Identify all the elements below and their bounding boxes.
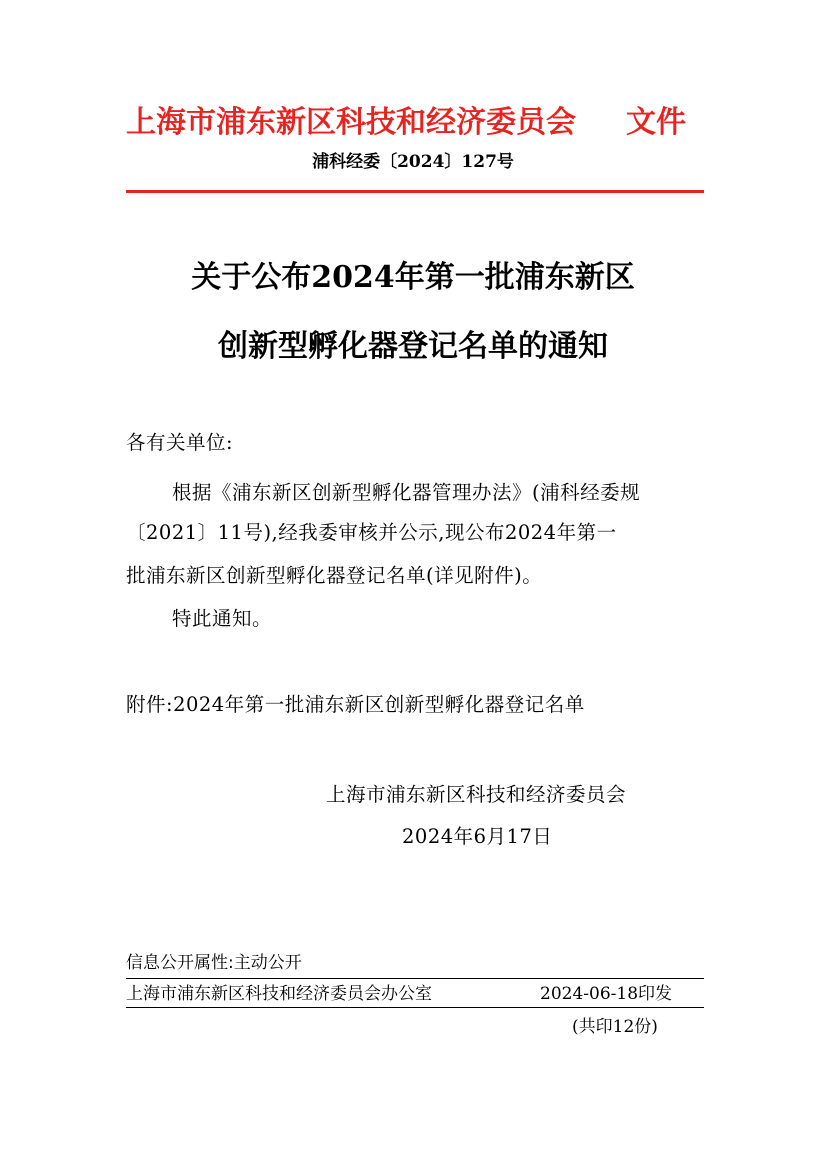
document-number: 浦科经委〔2024〕127号 <box>312 152 514 172</box>
footer-divider-bottom <box>126 1007 704 1008</box>
copies-printed: (共印12份) <box>572 1017 658 1037</box>
signing-date: 2024年6月17日 <box>402 825 553 848</box>
body-paragraph-line-3: 批浦东新区创新型孵化器登记名单(详见附件)。 <box>126 564 543 587</box>
closing-remark: 特此通知。 <box>172 607 273 630</box>
disclosure-attribute: 信息公开属性:主动公开 <box>126 953 302 973</box>
issuer-name: 上海市浦东新区科技和经济委员会 <box>126 105 576 140</box>
footer-divider-top <box>126 978 704 979</box>
document-header <box>126 103 706 143</box>
signing-organization: 上海市浦东新区科技和经济委员会 <box>326 783 627 806</box>
red-divider <box>126 190 704 193</box>
salutation: 各有关单位: <box>126 431 234 454</box>
body-paragraph-line-1: 根据《浦东新区创新型孵化器管理办法》(浦科经委规 <box>172 481 641 504</box>
document-title-line-1: 关于公布2024年第一批浦东新区 <box>191 260 635 295</box>
attachment-note: 附件:2024年第一批浦东新区创新型孵化器登记名单 <box>126 693 585 716</box>
issue-date: 2024-06-18印发 <box>540 984 673 1004</box>
document-type: 文件 <box>626 105 686 140</box>
document-title-line-2: 创新型孵化器登记名单的通知 <box>218 329 608 364</box>
issuing-office: 上海市浦东新区科技和经济委员会办公室 <box>126 984 432 1004</box>
body-paragraph-line-2: 〔2021〕11号),经我委审核并公示,现公布2024年第一 <box>126 521 617 544</box>
